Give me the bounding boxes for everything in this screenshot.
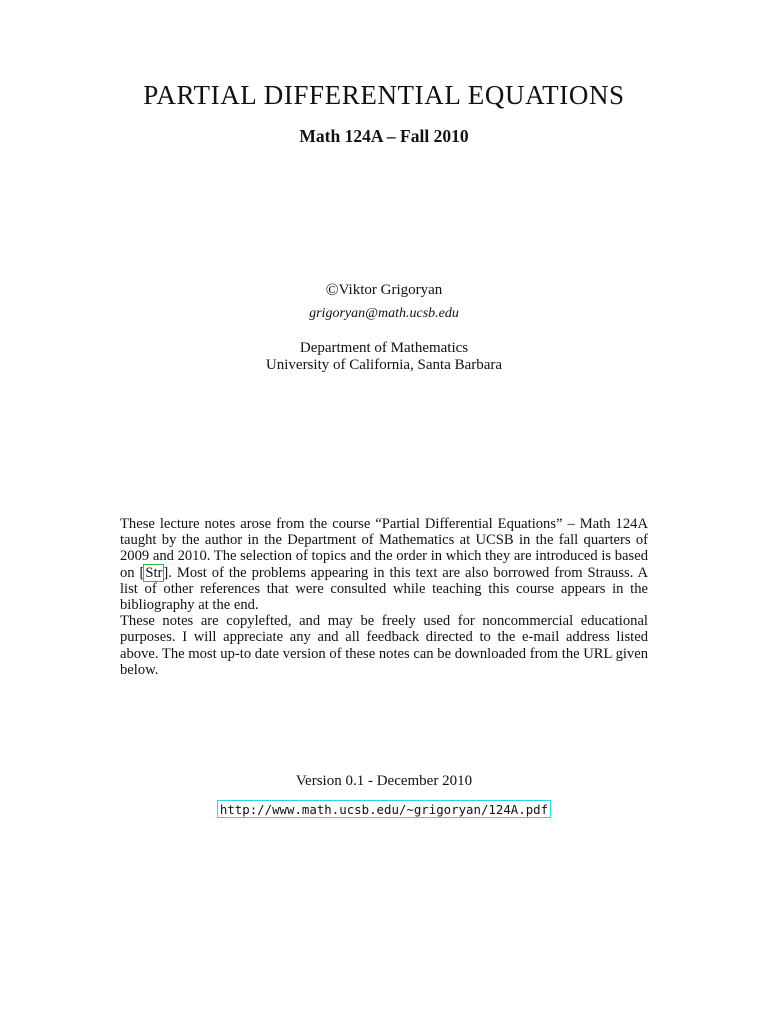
university-name: University of California, Santa Barbara bbox=[265, 357, 503, 373]
abstract-paragraph-1: These lecture notes arose from the course “Partial Differential Equations” – Math 124A taught by the author in the Department of Mathematics at UCSB in the fall quarters of 2009 and 2010. The selection of topics and the order in which they are introduced is based on [Str]. Most of the problems appearing in this text are also borrowed from Strauss. A list of other references that were consulted while teaching this course appears in the bibliography at the end. bbox=[120, 516, 648, 614]
author-name: Viktor Grigoryan bbox=[338, 282, 443, 298]
citation-label[interactable]: Str bbox=[145, 564, 163, 581]
citation-link-str[interactable] bbox=[144, 565, 163, 581]
copyright-icon: © bbox=[325, 280, 339, 299]
abstract-text-before-cite: These lecture notes arose from the course “Partial Differential Equations” – Math 124A taught by the author in the Department of Mathematics at UCSB in the fall quarters of 2009 and 2010. The selection of topics and the order in which they are introduced is based on bbox=[120, 516, 648, 581]
url-container bbox=[0, 799, 768, 818]
version-line: Version 0.1 - December 2010 bbox=[295, 773, 473, 789]
abstract bbox=[120, 516, 648, 678]
author-line bbox=[0, 280, 768, 300]
abstract-text-after-cite: . Most of the problems appearing in this text are also borrowed from Strauss. A list of other references that were consulted while teaching this course appears in the bibliography at the end. bbox=[120, 564, 648, 614]
author-email: grigoryan@math.ucsb.edu bbox=[309, 306, 459, 321]
document-subtitle: Math 124A – Fall 2010 bbox=[299, 126, 469, 146]
department-name: Department of Mathematics bbox=[299, 340, 469, 356]
affiliation bbox=[0, 340, 768, 374]
document-title: PARTIAL DIFFERENTIAL EQUATIONS bbox=[143, 80, 625, 110]
download-url-link[interactable]: http://www.math.ucsb.edu/~grigoryan/124A.pdf bbox=[217, 800, 551, 818]
abstract-paragraph-2: These notes are copylefted, and may be freely used for noncommercial educational purposes. I will appreciate any and all feedback directed to the e-mail address listed above. The most up-to date version of these notes can be downloaded from the URL given below. bbox=[120, 613, 648, 678]
